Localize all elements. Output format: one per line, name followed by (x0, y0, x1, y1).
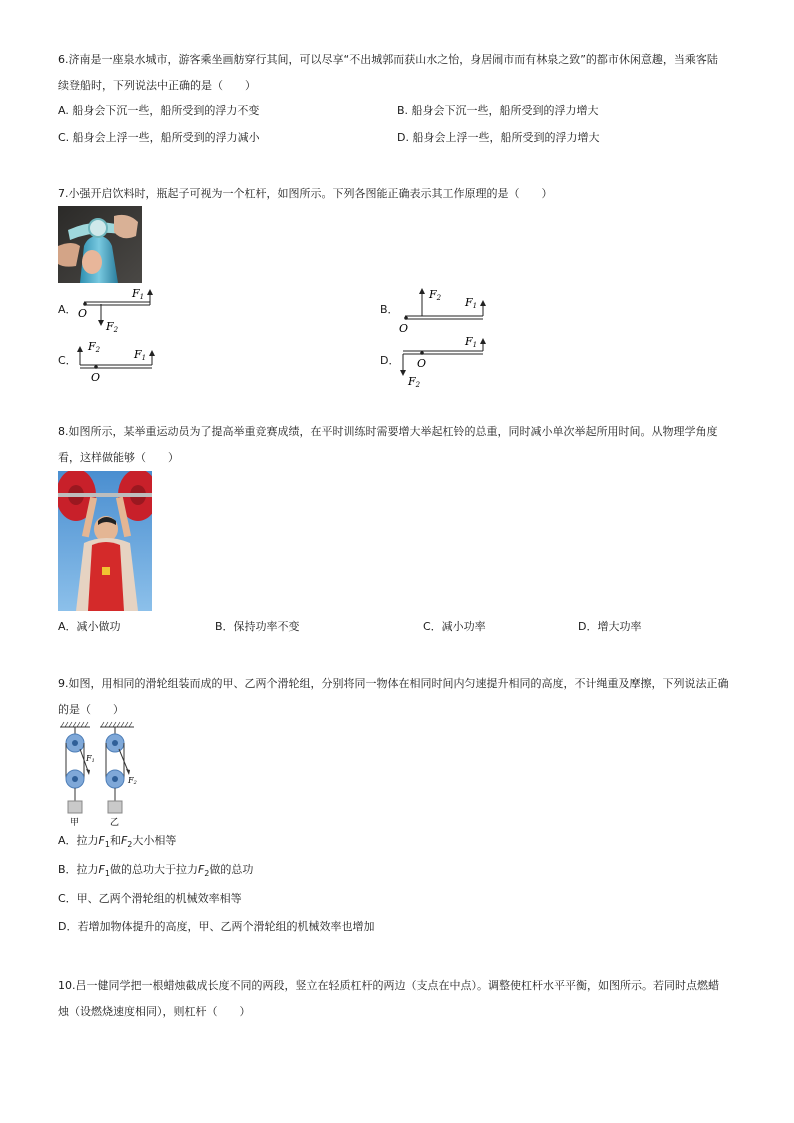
q8-option-a: A．减小做功 (58, 620, 121, 633)
q7-option-b-letter: B． (380, 303, 399, 316)
lever-diagram-b (393, 280, 493, 336)
fig-label-yi: 乙 (110, 818, 120, 827)
q8-option-c: C．减小功率 (423, 620, 486, 633)
weightlifter-photo (58, 471, 152, 611)
q6-option-a: A. 船身会下沉一些，船所受到的浮力不变 (58, 104, 260, 117)
q6-option-b: B. 船身会下沉一些，船所受到的浮力增大 (397, 104, 599, 117)
q8-option-d: D．增大功率 (578, 620, 642, 633)
svg-text:F1: F1 (465, 296, 478, 310)
svg-text:O: O (399, 322, 409, 335)
q7-option-c-letter: C． (58, 354, 77, 367)
svg-text:F1: F1 (86, 754, 95, 764)
bottle-opener-photo (58, 206, 142, 283)
fulcrum-label: O (78, 307, 88, 320)
q6-stem-line2: 续登船时，下列说法中正确的是（ ） (58, 79, 256, 92)
svg-text:F1: F1 (134, 348, 147, 362)
q7-stem: 7.小强开启饮料时，瓶起子可视为一个杠杆，如图所示。下列各图能正确表示其工作原理的是（ ） (58, 187, 553, 200)
f2-label: F2 (106, 320, 119, 334)
q9-stem-line2: 的是（ ） (58, 703, 124, 716)
svg-text:F2: F2 (408, 375, 421, 389)
q6-stem-line1: 6.济南是一座泉水城市，游客乘坐画舫穿行其间，可以尽享“不出城郭而获山水之怡，身居闹市而有林泉之致”的都市休闲意趣，当乘客陆 (58, 53, 718, 66)
q9-stem-line1: 9.如图，用相同的滑轮组装而成的甲、乙两个滑轮组，分别将同一物体在相同时间内匀速提升相同的高度，不计绳重及摩擦，下列说法正确 (58, 677, 729, 690)
q9-option-a: A．拉力$F_1$和$F_2$大小相等 (58, 834, 177, 850)
q9-option-c: C．甲、乙两个滑轮组的机械效率相等 (58, 892, 242, 905)
q6-option-c: C. 船身会上浮一些，船所受到的浮力减小 (58, 131, 260, 144)
lever-diagram-c (70, 336, 160, 386)
lever-diagram-d (393, 332, 493, 390)
svg-text:O: O (91, 371, 101, 384)
q8-option-b: B．保持功率不变 (215, 620, 300, 633)
q7-option-a-letter: A． (58, 303, 77, 316)
svg-text:F2: F2 (88, 340, 101, 354)
lever-diagram-a (70, 284, 160, 334)
q9-option-b: B．拉力$F_1$做的总功大于拉力$F_2$做的总功 (58, 863, 254, 879)
svg-text:O: O (417, 357, 427, 370)
q8-stem-line1: 8.如图所示，某举重运动员为了提高举重竞赛成绩，在平时训练时需要增大举起杠铃的总重，同时减小单次举起所用时间。从物理学角度 (58, 425, 718, 438)
q10-stem-line2: 烛（设燃烧速度相同），则杠杆（ ） (58, 1005, 251, 1018)
pulley-systems-diagram (58, 721, 148, 827)
q6-option-d: D. 船身会上浮一些，船所受到的浮力增大 (397, 131, 600, 144)
svg-text:F2: F2 (429, 288, 442, 302)
f1-label: F1 (132, 287, 145, 301)
svg-text:F1: F1 (465, 335, 478, 349)
q10-stem-line1: 10.吕一健同学把一根蜡烛截成长度不同的两段，竖立在轻质杠杆的两边（支点在中点）。调整使杠杆水平平衡，如图所示。若同时点燃蜡 (58, 979, 719, 992)
fig-label-jia: 甲 (70, 818, 80, 827)
svg-text:F2: F2 (128, 776, 137, 786)
q9-option-d: D．若增加物体提升的高度，甲、乙两个滑轮组的机械效率也增加 (58, 920, 375, 933)
q7-option-d-letter: D． (380, 354, 400, 367)
q8-stem-line2: 看，这样做能够（ ） (58, 451, 179, 464)
